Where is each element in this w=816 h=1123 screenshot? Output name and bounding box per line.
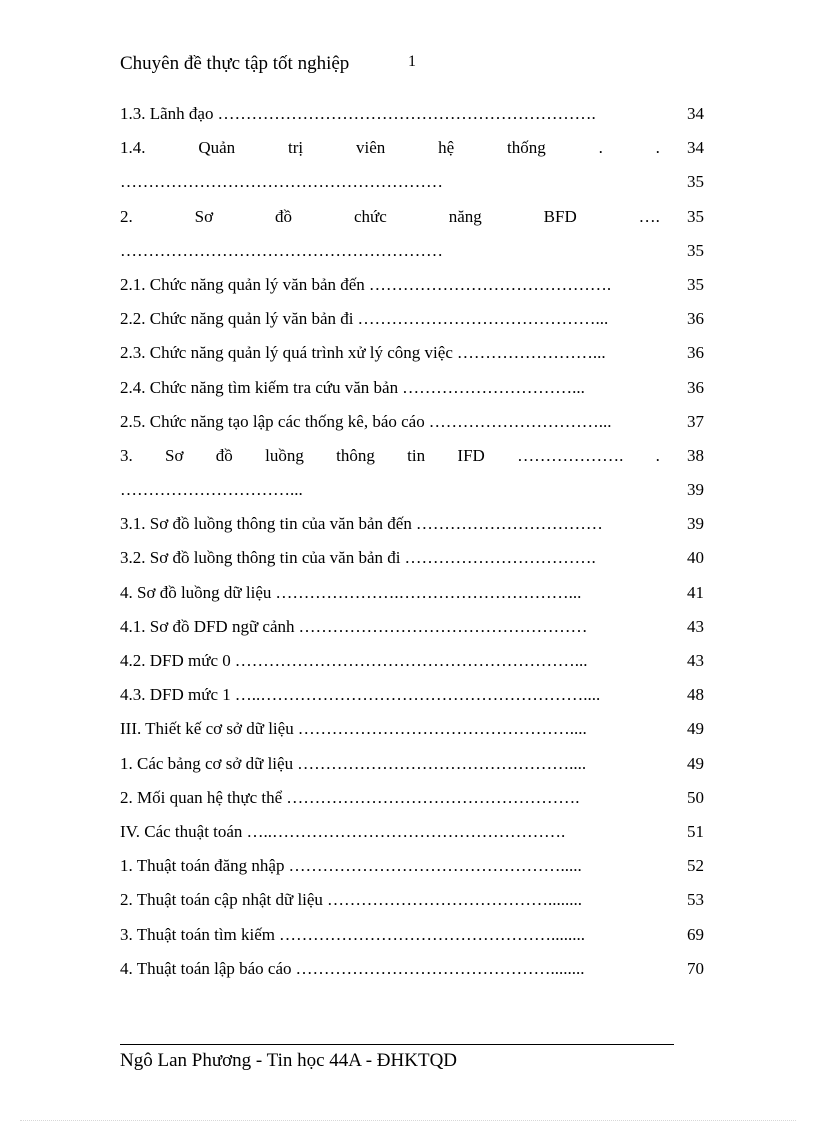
toc-entry-title xyxy=(120,443,670,469)
toc-entry-word: năng xyxy=(448,206,482,226)
toc-entry-word: 3. xyxy=(120,445,133,465)
toc-entry-word: thống xyxy=(506,138,546,158)
toc-entry-word: IFD xyxy=(457,445,485,465)
toc-entry-leader: …………………………………………........ xyxy=(279,924,586,944)
toc-entry xyxy=(120,887,704,921)
toc-entry xyxy=(120,716,704,750)
toc-entry-leader: …………………………... xyxy=(120,480,303,500)
toc-entry-word: ………………. xyxy=(517,445,624,465)
page-bottom-border xyxy=(20,1120,796,1121)
footer-divider xyxy=(120,1044,674,1045)
toc-entry-word: . xyxy=(655,445,660,465)
toc-entry-page-number: 38 xyxy=(687,445,704,465)
toc-entry-title: IV. Các thuật toán xyxy=(120,821,243,841)
toc-entry-page-number: 34 xyxy=(687,138,704,158)
toc-entry xyxy=(120,409,704,443)
footer-author-line: Ngô Lan Phương - Tin học 44A - ĐHKTQD xyxy=(120,1050,458,1071)
toc-entry-page-number: 35 xyxy=(687,240,704,260)
toc-entry-word: chức xyxy=(353,206,387,226)
toc-entry-leader: …………………………... xyxy=(402,377,585,397)
toc-entry-word: BFD xyxy=(543,206,577,226)
toc-entry-page-number: 43 xyxy=(687,651,704,670)
toc-entry-leader: ……………………... xyxy=(456,343,606,363)
toc-entry-page-number: 39 xyxy=(687,480,704,500)
toc-entry xyxy=(120,819,704,853)
toc-entry-title: 1. Thuật toán đăng nhập xyxy=(120,856,285,876)
toc-entry xyxy=(120,272,704,306)
toc-entry-title xyxy=(120,135,670,161)
toc-entry-leader: ………………………………………........ xyxy=(295,958,585,978)
toc-entry-leader: …..………………………………………………….... xyxy=(234,685,601,705)
toc-entry-leader: ……………………………………………. xyxy=(286,787,580,807)
toc-entry-leader: ………………………………………………… xyxy=(120,172,443,192)
toc-entry-title: 3. Thuật toán tìm kiếm xyxy=(120,924,276,944)
toc-entry-page-number: 52 xyxy=(687,856,704,876)
toc-entry-word: tin xyxy=(407,445,426,465)
running-header-title: Chuyên đề thực tập tốt nghiệp xyxy=(120,53,350,74)
toc-entry-page-number: 39 xyxy=(687,514,704,534)
toc-entry xyxy=(120,580,704,614)
toc-entry xyxy=(120,511,704,545)
toc-entry-word: Quản xyxy=(198,138,236,158)
toc-entry xyxy=(120,101,704,135)
toc-entry-page-number: 35 xyxy=(687,172,704,192)
toc-entry xyxy=(120,204,704,238)
toc-entry-leader: ……………………………. xyxy=(404,548,596,568)
toc-entry xyxy=(120,169,704,203)
toc-entry-word: đồ xyxy=(215,445,233,465)
toc-entry xyxy=(120,614,704,648)
toc-entry-title: 2.3. Chức năng quản lý quá trình xử lý công việc xyxy=(120,343,453,363)
toc-entry-leader: ……………………………………... xyxy=(357,309,609,329)
toc-entry-title xyxy=(120,204,670,230)
toc-entry-title: 1.3. Lãnh đạo xyxy=(120,104,214,123)
toc-entry-word: 2. xyxy=(120,206,133,226)
toc-entry-title: 4. Thuật toán lập báo cáo xyxy=(120,958,292,978)
toc-entry-title: 4.1. Sơ đồ DFD ngữ cảnh xyxy=(120,616,295,636)
toc-entry-title: 4.2. DFD mức 0 xyxy=(120,651,231,670)
toc-entry-page-number: 43 xyxy=(687,616,704,636)
toc-entry-leader: ………………………………………….... xyxy=(297,719,587,739)
toc-entry xyxy=(120,682,704,716)
toc-entry xyxy=(120,238,704,272)
toc-entry-title: 2.1. Chức năng quản lý văn bản đến xyxy=(120,274,365,294)
toc-entry-page-number: 35 xyxy=(687,206,704,226)
toc-entry-leader: ……………………………………………………... xyxy=(234,651,588,670)
toc-entry xyxy=(120,135,704,169)
toc-entry-page-number: 35 xyxy=(687,274,704,294)
toc-entry-title: 1. Các bảng cơ sở dữ liệu xyxy=(120,753,294,773)
toc-entry-title: 4. Sơ đồ luồng dữ liệu xyxy=(120,582,272,602)
toc-entry-leader: ……………………………………. xyxy=(368,274,612,294)
toc-entry-word: Sơ xyxy=(165,445,184,465)
toc-entry-page-number: 41 xyxy=(687,582,704,602)
toc-entry-page-number: 48 xyxy=(687,685,704,705)
toc-entry-word: . xyxy=(655,138,660,158)
toc-entry xyxy=(120,375,704,409)
toc-entry-page-number: 34 xyxy=(687,104,704,123)
toc-entry-page-number: 36 xyxy=(687,309,704,329)
toc-entry-title: 2.5. Chức năng tạo lập các thống kê, báo cáo xyxy=(120,411,425,431)
toc-entry xyxy=(120,785,704,819)
toc-entry-page-number: 51 xyxy=(687,821,704,841)
toc-entry-leader: ………………………………………….... xyxy=(297,753,587,773)
toc-entry xyxy=(120,922,704,956)
toc-entry xyxy=(120,956,704,990)
table-of-contents xyxy=(120,101,704,990)
toc-entry-title: 2. Thuật toán cập nhật dữ liệu xyxy=(120,890,323,910)
toc-entry-leader: ………………………………………………… xyxy=(120,240,443,260)
toc-entry-word: Sơ xyxy=(194,206,214,226)
toc-entry-word: …. xyxy=(638,206,660,226)
toc-entry-leader: …………………………………………..... xyxy=(288,856,582,876)
toc-entry xyxy=(120,545,704,579)
toc-entry-leader: …………………………………........ xyxy=(326,890,582,910)
toc-entry-leader: …………………………………………………………. xyxy=(217,104,596,123)
toc-entry-leader: ………………….…………………………... xyxy=(275,582,582,602)
toc-entry-leader: …………………………………………… xyxy=(298,616,588,636)
toc-entry-page-number: 49 xyxy=(687,753,704,773)
toc-entry-word: . xyxy=(598,138,603,158)
toc-entry-title: 2. Mối quan hệ thực thể xyxy=(120,787,283,807)
toc-entry-title: 4.3. DFD mức 1 xyxy=(120,685,231,705)
toc-entry-leader: …………………………… xyxy=(415,514,603,534)
toc-entry xyxy=(120,443,704,477)
toc-entry-leader: …..……………………………………………. xyxy=(246,821,566,841)
toc-entry-page-number: 70 xyxy=(687,958,704,978)
toc-entry-word: 1.4. xyxy=(120,138,146,158)
toc-entry xyxy=(120,751,704,785)
toc-entry-page-number: 36 xyxy=(687,377,704,397)
toc-entry-word: đồ xyxy=(275,206,293,226)
toc-entry-page-number: 36 xyxy=(687,343,704,363)
toc-entry-word: viên xyxy=(355,138,386,158)
toc-entry xyxy=(120,853,704,887)
toc-entry-page-number: 53 xyxy=(687,890,704,910)
toc-entry xyxy=(120,340,704,374)
toc-entry-title: III. Thiết kế cơ sở dữ liệu xyxy=(120,719,294,739)
toc-entry-page-number: 50 xyxy=(687,787,704,807)
toc-entry-page-number: 69 xyxy=(687,924,704,944)
toc-entry-leader: …………………………... xyxy=(428,411,612,431)
toc-entry xyxy=(120,306,704,340)
toc-entry-word: thông xyxy=(336,445,375,465)
toc-entry-title: 3.2. Sơ đồ luồng thông tin của văn bản đi xyxy=(120,548,401,568)
header-page-number: 1 xyxy=(408,53,416,70)
toc-entry-title: 2.2. Chức năng quản lý văn bản đi xyxy=(120,309,354,329)
toc-entry-page-number: 40 xyxy=(687,548,704,568)
toc-entry-word: trị xyxy=(288,138,304,158)
toc-entry-title: 3.1. Sơ đồ luồng thông tin của văn bản đến xyxy=(120,514,412,534)
toc-entry-word: hệ xyxy=(438,138,455,158)
toc-entry xyxy=(120,648,704,682)
toc-entry-page-number: 49 xyxy=(687,719,704,739)
toc-entry-word: luồng xyxy=(265,445,304,465)
toc-entry xyxy=(120,477,704,511)
toc-entry-page-number: 37 xyxy=(687,411,704,431)
toc-entry-title: 2.4. Chức năng tìm kiếm tra cứu văn bản xyxy=(120,377,399,397)
